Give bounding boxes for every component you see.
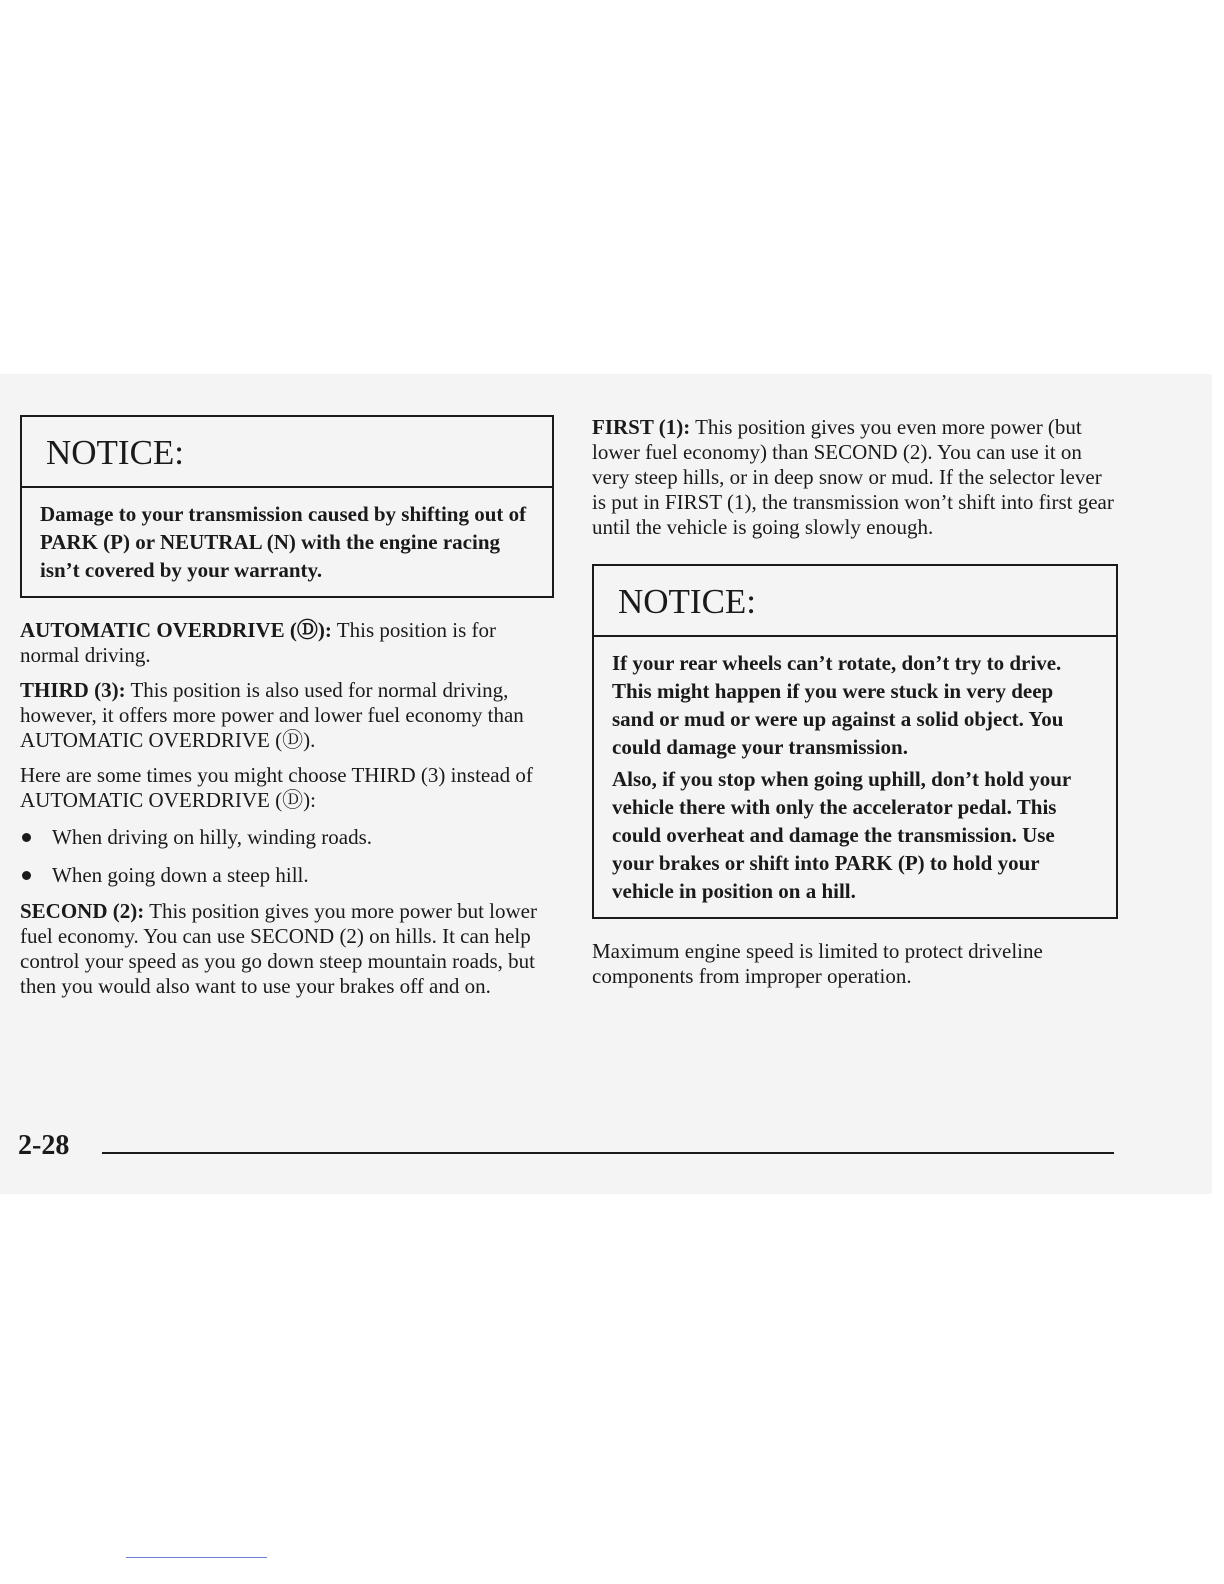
right-column [592,415,1120,989]
paragraph-second [20,899,556,999]
notice-body [594,637,1116,917]
notice-box-warranty [20,415,554,598]
notice-box-rear-wheels [592,564,1118,919]
link-underline [126,1557,267,1558]
notice-title: NOTICE: [22,417,552,488]
left-column [20,415,556,999]
term-second: SECOND (2): [20,899,145,923]
desc-third: This position is also used for normal driving, however, it offers more power and lower fuel economy than AUTOMATIC OVERDRIVE (Ⓓ). [20,678,524,752]
page-number: 2-28 [18,1130,70,1161]
paragraph-first [592,415,1120,540]
list-item [20,825,556,850]
term-first: FIRST (1): [592,415,691,439]
term-third: THIRD (3): [20,678,126,702]
notice-text: If your rear wheels can’t rotate, don’t try to drive. This might happen if you were stuck in very deep sand or mud or were up against a solid object. You could damage your transmission. [612,651,1064,759]
notice-text: Also, if you stop when going uphill, don’t hold your vehicle there with only the accelerator pedal. This could overheat and damage the transmission. Use your brakes or shift into PARK (P) to hold your vehicle in position on a hill. [612,767,1071,903]
notice-title: NOTICE: [594,566,1116,637]
bullet-icon [22,871,31,880]
bullet-icon [22,833,31,842]
bullet-list [20,825,556,888]
paragraph-choose-third: Here are some times you might choose THIRD (3) instead of AUTOMATIC OVERDRIVE (Ⓓ): [20,763,533,812]
list-item-text: When driving on hilly, winding roads. [52,825,373,849]
paragraph-automatic-overdrive [20,618,556,668]
paragraph-third [20,678,556,753]
notice-body [22,488,552,596]
term-automatic-overdrive: AUTOMATIC OVERDRIVE (Ⓓ): [20,618,332,642]
desc-second: This position gives you more power but lower fuel economy. You can use SECOND (2) on hills. It can help control your speed as you go down steep mountain roads, but then you would also want to use your brakes off and on. [20,899,537,998]
desc-automatic-overdrive: This position is for normal driving. [20,618,497,667]
paragraph-max-engine-speed: Maximum engine speed is limited to protect driveline components from improper operation. [592,939,1043,988]
list-item-text: When going down a steep hill. [52,863,309,887]
desc-first: This position gives you even more power (but lower fuel economy) than SECOND (2). You can use it on very steep hills, or in deep snow or mud. If the selector lever is put in FIRST (1), the transmission won’t shift into first gear until the vehicle is going slowly enough. [592,415,1114,539]
notice-text: Damage to your transmission caused by shifting out of PARK (P) or NEUTRAL (N) with the engine racing isn’t covered by your warranty. [40,502,527,582]
footer-rule [102,1152,1114,1154]
list-item [20,863,556,888]
